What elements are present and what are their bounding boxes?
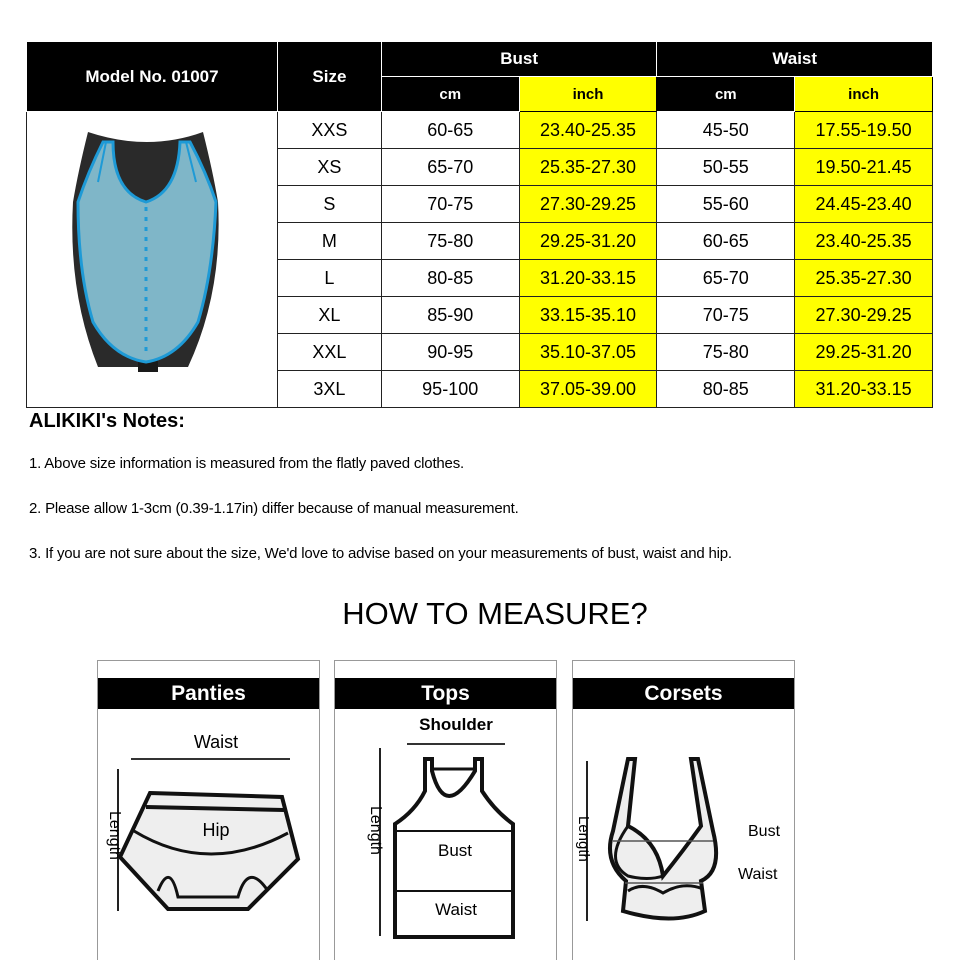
corsets-waist-label: Waist xyxy=(738,866,778,883)
waist-cm-header: cm xyxy=(657,77,795,112)
waist-inch-cell: 24.45-23.40 xyxy=(795,186,933,223)
tops-length-label: Length xyxy=(367,806,384,855)
corsets-length-label: Length xyxy=(575,816,592,862)
bust-inch-cell: 27.30-29.25 xyxy=(519,186,657,223)
waist-inch-header: inch xyxy=(795,77,933,112)
waist-cm-cell: 70-75 xyxy=(657,297,795,334)
tops-bust-label: Bust xyxy=(437,841,473,860)
bust-cm-header: cm xyxy=(381,77,519,112)
size-cell: S xyxy=(277,186,381,223)
size-cell: L xyxy=(277,260,381,297)
corset-photo-icon xyxy=(28,112,276,402)
bust-cm-cell: 70-75 xyxy=(381,186,519,223)
bust-header: Bust xyxy=(381,42,657,77)
corsets-panel xyxy=(572,660,795,960)
bust-inch-cell: 25.35-27.30 xyxy=(519,149,657,186)
note-1: 1. Above size information is measured from the flatly paved clothes. xyxy=(29,455,464,472)
size-cell: XXS xyxy=(277,112,381,149)
notes-title: ALIKIKI's Notes: xyxy=(29,410,185,432)
bust-inch-cell: 35.10-37.05 xyxy=(519,334,657,371)
corsets-diagram xyxy=(573,711,796,961)
bust-inch-cell: 33.15-35.10 xyxy=(519,297,657,334)
size-cell: XL xyxy=(277,297,381,334)
size-cell: XXL xyxy=(277,334,381,371)
bust-inch-cell: 29.25-31.20 xyxy=(519,223,657,260)
bust-inch-cell: 37.05-39.00 xyxy=(519,371,657,408)
waist-inch-cell: 29.25-31.20 xyxy=(795,334,933,371)
note-3: 3. If you are not sure about the size, We'd love to advise based on your measurements of bust, waist and hip. xyxy=(29,545,732,562)
tops-waist-label: Waist xyxy=(435,900,477,919)
panties-title: Panties xyxy=(98,678,319,709)
waist-inch-cell: 27.30-29.25 xyxy=(795,297,933,334)
how-to-measure-title: HOW TO MEASURE? xyxy=(342,596,648,631)
waist-cm-cell: 80-85 xyxy=(657,371,795,408)
waist-inch-cell: 25.35-27.30 xyxy=(795,260,933,297)
bust-cm-cell: 90-95 xyxy=(381,334,519,371)
tops-diagram xyxy=(335,711,558,961)
bust-cm-cell: 85-90 xyxy=(381,297,519,334)
waist-header: Waist xyxy=(657,42,933,77)
waist-cm-cell: 45-50 xyxy=(657,112,795,149)
waist-cm-cell: 60-65 xyxy=(657,223,795,260)
table-row xyxy=(27,112,933,149)
bust-cm-cell: 75-80 xyxy=(381,223,519,260)
bust-cm-cell: 60-65 xyxy=(381,112,519,149)
tops-shoulder-label: Shoulder xyxy=(419,715,493,734)
corsets-title: Corsets xyxy=(573,678,794,709)
bust-cm-cell: 80-85 xyxy=(381,260,519,297)
waist-inch-cell: 19.50-21.45 xyxy=(795,149,933,186)
bust-inch-header: inch xyxy=(519,77,657,112)
size-cell: XS xyxy=(277,149,381,186)
bust-cm-cell: 65-70 xyxy=(381,149,519,186)
product-photo xyxy=(27,112,278,408)
waist-cm-cell: 55-60 xyxy=(657,186,795,223)
panties-panel xyxy=(97,660,320,960)
panties-length-label: Length xyxy=(106,811,123,860)
waist-inch-cell: 23.40-25.35 xyxy=(795,223,933,260)
size-cell: M xyxy=(277,223,381,260)
size-cell: 3XL xyxy=(277,371,381,408)
waist-inch-cell: 31.20-33.15 xyxy=(795,371,933,408)
waist-inch-cell: 17.55-19.50 xyxy=(795,112,933,149)
panties-hip-label: Hip xyxy=(202,820,230,840)
model-number-header: Model No. 01007 xyxy=(27,42,278,112)
bust-cm-cell: 95-100 xyxy=(381,371,519,408)
waist-cm-cell: 65-70 xyxy=(657,260,795,297)
bust-inch-cell: 31.20-33.15 xyxy=(519,260,657,297)
note-2: 2. Please allow 1-3cm (0.39-1.17in) differ because of manual measurement. xyxy=(29,500,519,517)
tops-title: Tops xyxy=(335,678,556,709)
size-header: Size xyxy=(277,42,381,112)
waist-cm-cell: 50-55 xyxy=(657,149,795,186)
waist-cm-cell: 75-80 xyxy=(657,334,795,371)
corsets-bust-label: Bust xyxy=(748,823,781,840)
tops-panel xyxy=(334,660,557,960)
panties-waist-label: Waist xyxy=(193,732,239,752)
bust-inch-cell: 23.40-25.35 xyxy=(519,112,657,149)
size-chart-table xyxy=(26,41,933,408)
panties-diagram xyxy=(98,711,321,961)
